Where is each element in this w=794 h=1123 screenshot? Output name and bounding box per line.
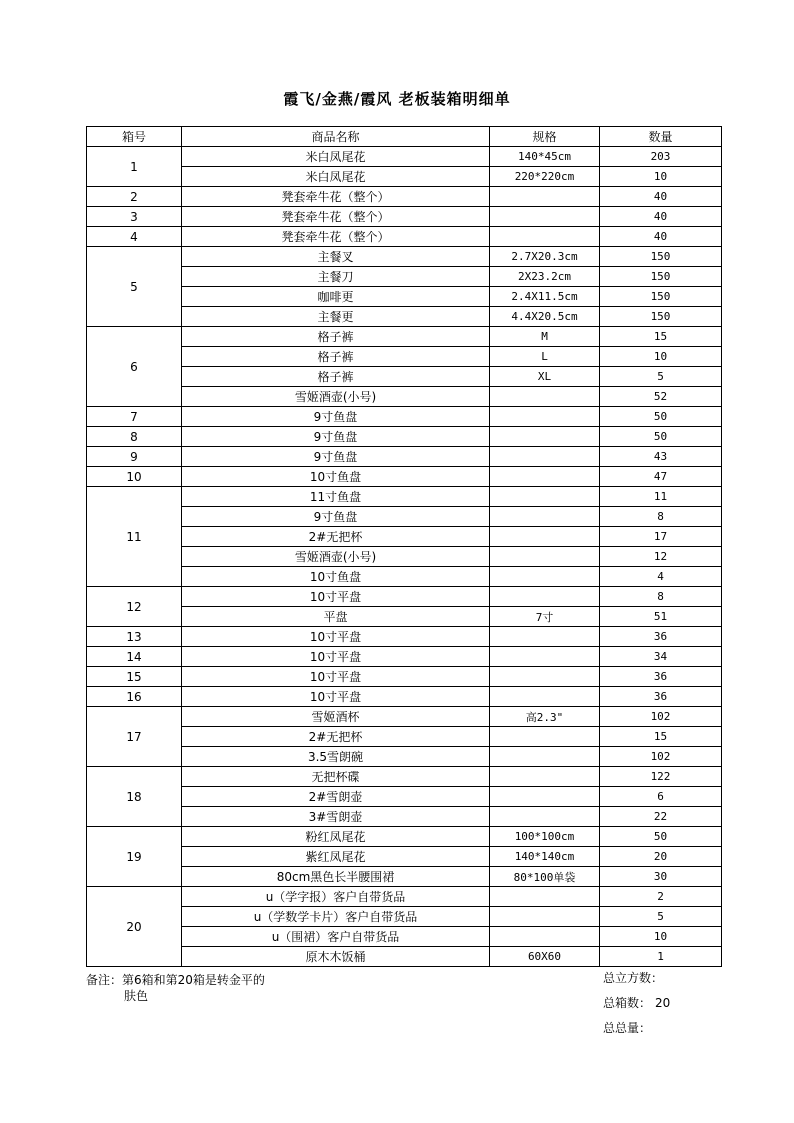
table-row: [87, 567, 722, 587]
quantity-cell: 4: [600, 567, 722, 587]
table-row: [87, 827, 722, 847]
spec-cell: [490, 627, 600, 647]
table-row: [87, 627, 722, 647]
product-name-cell: 格子裤: [182, 347, 490, 367]
spec-cell: [490, 887, 600, 907]
quantity-cell: 150: [600, 267, 722, 287]
table-row: [87, 287, 722, 307]
table-body: [87, 147, 722, 967]
quantity-cell: 20: [600, 847, 722, 867]
product-name-cell: 3.5雪朗碗: [182, 747, 490, 767]
spec-cell: 80*100单袋: [490, 867, 600, 887]
product-name-cell: 9寸鱼盘: [182, 507, 490, 527]
total-boxes: [603, 995, 670, 1020]
spec-cell: [490, 387, 600, 407]
table-row: [87, 767, 722, 787]
remarks: [86, 972, 265, 1004]
product-name-cell: 凳套牵牛花（整个）: [182, 207, 490, 227]
quantity-cell: 11: [600, 487, 722, 507]
quantity-cell: 10: [600, 347, 722, 367]
box-number-cell: 5: [87, 247, 182, 327]
quantity-cell: 36: [600, 667, 722, 687]
header-product-name: 商品名称: [182, 127, 490, 147]
box-number-cell: 3: [87, 207, 182, 227]
table-row: [87, 747, 722, 767]
quantity-cell: 10: [600, 927, 722, 947]
quantity-cell: 203: [600, 147, 722, 167]
product-name-cell: 10寸平盘: [182, 687, 490, 707]
quantity-cell: 15: [600, 727, 722, 747]
product-name-cell: 平盘: [182, 607, 490, 627]
total-boxes-label: 总箱数：: [603, 996, 652, 1010]
table-row: [87, 587, 722, 607]
total-volume-value: [663, 971, 667, 985]
spec-cell: 100*100cm: [490, 827, 600, 847]
quantity-cell: 50: [600, 827, 722, 847]
product-name-cell: 10寸鱼盘: [182, 467, 490, 487]
spec-cell: [490, 727, 600, 747]
table-row: [87, 407, 722, 427]
product-name-cell: u（学数学卡片）客户自带货品: [182, 907, 490, 927]
table-row: [87, 607, 722, 627]
product-name-cell: 咖啡更: [182, 287, 490, 307]
spec-cell: [490, 507, 600, 527]
header-quantity: 数量: [600, 127, 722, 147]
quantity-cell: 150: [600, 307, 722, 327]
product-name-cell: 2#无把杯: [182, 727, 490, 747]
product-name-cell: 10寸鱼盘: [182, 567, 490, 587]
quantity-cell: 50: [600, 407, 722, 427]
spec-cell: 60X60: [490, 947, 600, 967]
spec-cell: XL: [490, 367, 600, 387]
quantity-cell: 36: [600, 687, 722, 707]
box-number-cell: 9: [87, 447, 182, 467]
quantity-cell: 51: [600, 607, 722, 627]
product-name-cell: 主餐叉: [182, 247, 490, 267]
spec-cell: [490, 547, 600, 567]
total-weight-value: [651, 1021, 655, 1035]
table-row: [87, 547, 722, 567]
quantity-cell: 1: [600, 947, 722, 967]
table-row: [87, 787, 722, 807]
table-row: [87, 247, 722, 267]
spec-cell: [490, 527, 600, 547]
table-row: [87, 187, 722, 207]
table-row: [87, 327, 722, 347]
table-row: [87, 367, 722, 387]
table-row: [87, 887, 722, 907]
spec-cell: 220*220cm: [490, 167, 600, 187]
table-row: [87, 687, 722, 707]
spec-cell: [490, 447, 600, 467]
spec-cell: [490, 427, 600, 447]
box-number-cell: 6: [87, 327, 182, 407]
box-number-cell: 19: [87, 827, 182, 887]
product-name-cell: 凳套牵牛花（整个）: [182, 187, 490, 207]
table-row: [87, 167, 722, 187]
spec-cell: [490, 907, 600, 927]
product-name-cell: 紫红凤尾花: [182, 847, 490, 867]
quantity-cell: 102: [600, 707, 722, 727]
table-row: [87, 667, 722, 687]
table-header-row: [87, 127, 722, 147]
table-row: [87, 847, 722, 867]
box-number-cell: 4: [87, 227, 182, 247]
quantity-cell: 36: [600, 627, 722, 647]
spec-cell: [490, 807, 600, 827]
spec-cell: 2.4X11.5cm: [490, 287, 600, 307]
box-number-cell: 16: [87, 687, 182, 707]
quantity-cell: 47: [600, 467, 722, 487]
product-name-cell: 10寸平盘: [182, 587, 490, 607]
spec-cell: [490, 207, 600, 227]
product-name-cell: 10寸平盘: [182, 627, 490, 647]
spec-cell: [490, 927, 600, 947]
table-row: [87, 707, 722, 727]
quantity-cell: 2: [600, 887, 722, 907]
spec-cell: 7寸: [490, 607, 600, 627]
table-row: [87, 207, 722, 227]
quantity-cell: 8: [600, 507, 722, 527]
product-name-cell: 无把杯碟: [182, 767, 490, 787]
table-row: [87, 227, 722, 247]
product-name-cell: u（学字报）客户自带货品: [182, 887, 490, 907]
header-spec: 规格: [490, 127, 600, 147]
quantity-cell: 150: [600, 247, 722, 267]
spec-cell: [490, 227, 600, 247]
quantity-cell: 5: [600, 367, 722, 387]
spec-cell: M: [490, 327, 600, 347]
product-name-cell: 格子裤: [182, 327, 490, 347]
box-number-cell: 20: [87, 887, 182, 967]
totals-block: [603, 970, 670, 1045]
spec-cell: [490, 687, 600, 707]
product-name-cell: 米白凤尾花: [182, 167, 490, 187]
product-name-cell: 3#雪朗壶: [182, 807, 490, 827]
table-row: [87, 647, 722, 667]
product-name-cell: 米白凤尾花: [182, 147, 490, 167]
spec-cell: 2.7X20.3cm: [490, 247, 600, 267]
quantity-cell: 40: [600, 227, 722, 247]
table-row: [87, 307, 722, 327]
quantity-cell: 40: [600, 187, 722, 207]
spec-cell: 4.4X20.5cm: [490, 307, 600, 327]
quantity-cell: 43: [600, 447, 722, 467]
quantity-cell: 52: [600, 387, 722, 407]
packing-table: [86, 126, 722, 967]
total-volume: [603, 970, 670, 995]
quantity-cell: 22: [600, 807, 722, 827]
product-name-cell: 11寸鱼盘: [182, 487, 490, 507]
table-row: [87, 147, 722, 167]
quantity-cell: 8: [600, 587, 722, 607]
product-name-cell: 2#无把杯: [182, 527, 490, 547]
box-number-cell: 7: [87, 407, 182, 427]
product-name-cell: 雪姬酒壶(小号): [182, 387, 490, 407]
quantity-cell: 50: [600, 427, 722, 447]
product-name-cell: 9寸鱼盘: [182, 447, 490, 467]
table-row: [87, 347, 722, 367]
quantity-cell: 30: [600, 867, 722, 887]
table-row: [87, 387, 722, 407]
spec-cell: [490, 767, 600, 787]
total-boxes-value: 20: [655, 996, 671, 1010]
page-title: 霞飞/金燕/霞风 老板装箱明细单: [283, 90, 511, 108]
box-number-cell: 13: [87, 627, 182, 647]
spec-cell: [490, 667, 600, 687]
box-number-cell: 8: [87, 427, 182, 447]
product-name-cell: 格子裤: [182, 367, 490, 387]
table-row: [87, 527, 722, 547]
quantity-cell: 40: [600, 207, 722, 227]
quantity-cell: 6: [600, 787, 722, 807]
box-number-cell: 17: [87, 707, 182, 767]
total-weight: [603, 1020, 670, 1045]
spec-cell: [490, 567, 600, 587]
spec-cell: 高2.3": [490, 707, 600, 727]
table-row: [87, 927, 722, 947]
quantity-cell: 10: [600, 167, 722, 187]
spec-cell: [490, 647, 600, 667]
product-name-cell: 2#雪朗壶: [182, 787, 490, 807]
product-name-cell: 9寸鱼盘: [182, 407, 490, 427]
spec-cell: 2X23.2cm: [490, 267, 600, 287]
box-number-cell: 10: [87, 467, 182, 487]
box-number-cell: 11: [87, 487, 182, 587]
product-name-cell: 凳套牵牛花（整个）: [182, 227, 490, 247]
product-name-cell: 原木木饭桶: [182, 947, 490, 967]
product-name-cell: 主餐更: [182, 307, 490, 327]
quantity-cell: 34: [600, 647, 722, 667]
spec-cell: [490, 487, 600, 507]
total-volume-label: 总立方数：: [603, 971, 664, 985]
quantity-cell: 150: [600, 287, 722, 307]
spec-cell: [490, 787, 600, 807]
table-row: [87, 427, 722, 447]
spec-cell: [490, 467, 600, 487]
header-box-number: 箱号: [87, 127, 182, 147]
quantity-cell: 12: [600, 547, 722, 567]
spec-cell: [490, 187, 600, 207]
product-name-cell: 主餐刀: [182, 267, 490, 287]
box-number-cell: 1: [87, 147, 182, 187]
spec-cell: L: [490, 347, 600, 367]
table-row: [87, 947, 722, 967]
table-row: [87, 267, 722, 287]
product-name-cell: 10寸平盘: [182, 647, 490, 667]
product-name-cell: 雪姬酒杯: [182, 707, 490, 727]
spec-cell: [490, 587, 600, 607]
table-row: [87, 807, 722, 827]
spec-cell: 140*140cm: [490, 847, 600, 867]
box-number-cell: 2: [87, 187, 182, 207]
product-name-cell: 雪姬酒壶(小号): [182, 547, 490, 567]
box-number-cell: 14: [87, 647, 182, 667]
table-row: [87, 467, 722, 487]
table-row: [87, 867, 722, 887]
product-name-cell: u（围裙）客户自带货品: [182, 927, 490, 947]
product-name-cell: 80cm黑色长半腰围裙: [182, 867, 490, 887]
table-row: [87, 727, 722, 747]
remarks-line-1: 备注：第6箱和第20箱是转金平的: [86, 973, 265, 987]
spec-cell: 140*45cm: [490, 147, 600, 167]
quantity-cell: 122: [600, 767, 722, 787]
spec-cell: [490, 407, 600, 427]
table-row: [87, 907, 722, 927]
quantity-cell: 17: [600, 527, 722, 547]
product-name-cell: 10寸平盘: [182, 667, 490, 687]
total-weight-label: 总总量：: [603, 1021, 652, 1035]
box-number-cell: 18: [87, 767, 182, 827]
table-row: [87, 507, 722, 527]
quantity-cell: 102: [600, 747, 722, 767]
box-number-cell: 12: [87, 587, 182, 627]
remarks-line-2: 肤色: [124, 989, 149, 1003]
spec-cell: [490, 747, 600, 767]
product-name-cell: 粉红凤尾花: [182, 827, 490, 847]
quantity-cell: 5: [600, 907, 722, 927]
table-row: [87, 447, 722, 467]
quantity-cell: 15: [600, 327, 722, 347]
box-number-cell: 15: [87, 667, 182, 687]
table-row: [87, 487, 722, 507]
product-name-cell: 9寸鱼盘: [182, 427, 490, 447]
